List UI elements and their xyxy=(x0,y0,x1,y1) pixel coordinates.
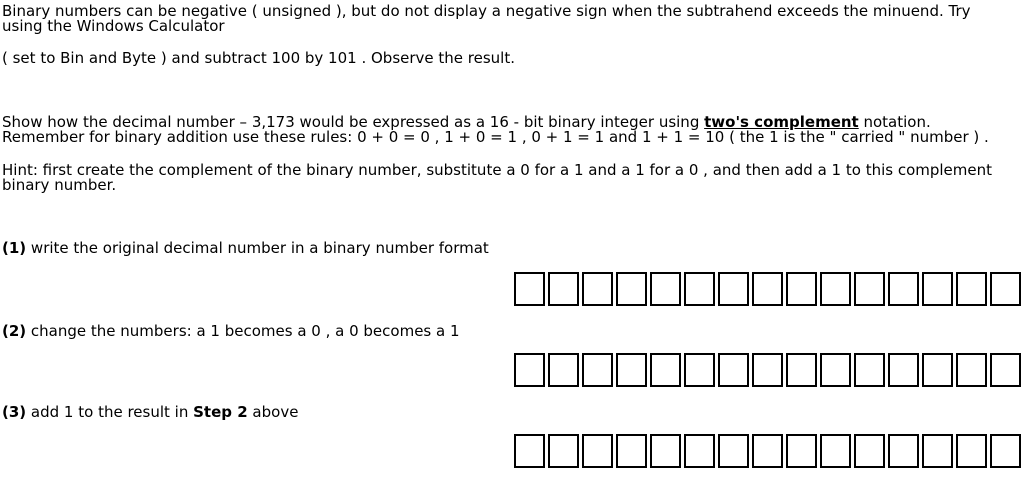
bit-cell[interactable] xyxy=(956,353,987,387)
bit-cell[interactable] xyxy=(888,353,919,387)
question-text xyxy=(2,115,1012,145)
bit-cell[interactable] xyxy=(650,353,681,387)
step-1-binary-grid xyxy=(514,272,1024,306)
hint-text: Hint: first create the complement of the binary number, substitute a 0 for a 1 and a 1 for a 0 , and then add a 1 to this complement binary number. xyxy=(2,161,993,194)
step-3-binary-grid xyxy=(514,434,1024,468)
bit-cell[interactable] xyxy=(548,434,579,468)
question-pre: Show how the decimal number – 3,173 would be expressed as a 16 - bit binary integer using xyxy=(2,113,705,131)
bit-cell[interactable] xyxy=(684,272,715,306)
bit-cell[interactable] xyxy=(990,353,1021,387)
bit-cell[interactable] xyxy=(582,353,613,387)
bit-cell[interactable] xyxy=(582,434,613,468)
bit-cell[interactable] xyxy=(616,353,647,387)
step-2-reference: Step 2 xyxy=(193,403,248,421)
bit-cell[interactable] xyxy=(956,434,987,468)
bit-cell[interactable] xyxy=(854,434,885,468)
bit-cell[interactable] xyxy=(548,272,579,306)
bit-cell[interactable] xyxy=(990,434,1021,468)
bit-cell[interactable] xyxy=(922,272,953,306)
bit-cell[interactable] xyxy=(820,434,851,468)
bit-cell[interactable] xyxy=(786,272,817,306)
step-3-number: (3) xyxy=(2,403,27,421)
bit-cell[interactable] xyxy=(820,272,851,306)
bit-cell[interactable] xyxy=(616,272,647,306)
bit-cell[interactable] xyxy=(650,272,681,306)
bit-cell[interactable] xyxy=(854,272,885,306)
bit-cell[interactable] xyxy=(718,434,749,468)
bit-cell[interactable] xyxy=(514,434,545,468)
step-2-label xyxy=(2,324,1012,339)
bit-cell[interactable] xyxy=(718,353,749,387)
step-3-tail: above xyxy=(247,403,299,421)
bit-cell[interactable] xyxy=(854,353,885,387)
bit-cell[interactable] xyxy=(548,353,579,387)
bit-cell[interactable] xyxy=(684,434,715,468)
bit-cell[interactable] xyxy=(990,272,1021,306)
bit-cell[interactable] xyxy=(786,353,817,387)
bit-cell[interactable] xyxy=(922,434,953,468)
step-2-text: change the numbers: a 1 becomes a 0 , a 0 becomes a 1 xyxy=(26,322,460,340)
calculator-instruction: ( set to Bin and Byte ) and subtract 100 by 101 . Observe the result. xyxy=(2,49,515,67)
twos-complement-term: two's complement xyxy=(704,113,859,131)
step-1-label xyxy=(2,241,1012,256)
bit-cell[interactable] xyxy=(514,353,545,387)
bit-cell[interactable] xyxy=(786,434,817,468)
bit-cell[interactable] xyxy=(752,353,783,387)
bit-cell[interactable] xyxy=(820,353,851,387)
bit-cell[interactable] xyxy=(956,272,987,306)
intro-text: Binary numbers can be negative ( unsigned ), but do not display a negative sign when the subtrahend exceeds the minuend. Try using the Windows Calculator xyxy=(2,2,971,35)
bit-cell[interactable] xyxy=(684,353,715,387)
step-2-binary-grid xyxy=(514,353,1024,387)
bit-cell[interactable] xyxy=(514,272,545,306)
question-post: notation. Remember for binary addition use these rules: 0 + 0 = 0 , 1 + 0 = 1 , 0 + 1 = 1 and 1 + 1 = 10 ( the 1 is the " carried " number ) . xyxy=(2,113,989,146)
bit-cell[interactable] xyxy=(752,434,783,468)
step-1-number: (1) xyxy=(2,239,27,257)
bit-cell[interactable] xyxy=(582,272,613,306)
bit-cell[interactable] xyxy=(650,434,681,468)
step-1-text: write the original decimal number in a binary number format xyxy=(26,239,489,257)
bit-cell[interactable] xyxy=(752,272,783,306)
bit-cell[interactable] xyxy=(616,434,647,468)
bit-cell[interactable] xyxy=(888,272,919,306)
bit-cell[interactable] xyxy=(922,353,953,387)
step-2-number: (2) xyxy=(2,322,27,340)
step-3-text: add 1 to the result in xyxy=(26,403,194,421)
step-3-label xyxy=(2,405,1012,420)
bit-cell[interactable] xyxy=(888,434,919,468)
bit-cell[interactable] xyxy=(718,272,749,306)
